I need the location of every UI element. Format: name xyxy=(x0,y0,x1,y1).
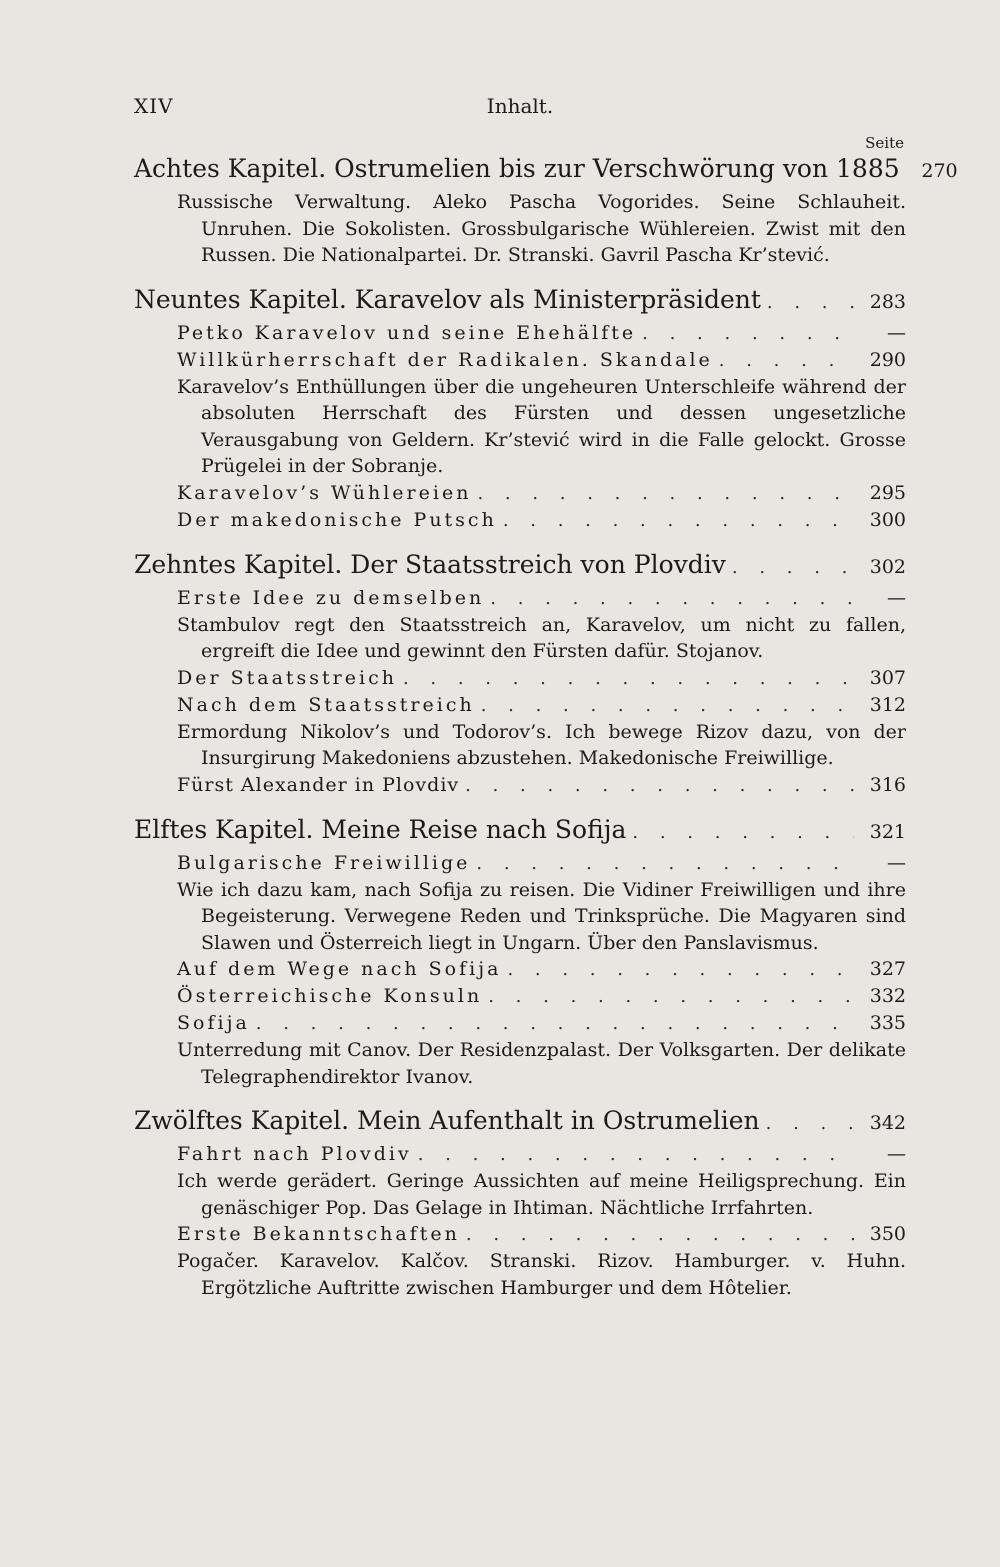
section-entry: Österreichische Konsuln . . . 332 xyxy=(134,983,906,1010)
summary-paragraph: Ich werde gerädert. Geringe Aussichten auf meine Heiligsprechung. Ein genäschiger Pop. Das Gelage in Ihtiman. Nächtliche Irrfahrten. xyxy=(177,1170,906,1219)
page-number: XIV xyxy=(134,94,174,118)
chapter-heading xyxy=(134,283,906,320)
leader-dots xyxy=(632,816,854,850)
summary-paragraph: Russische Verwaltung. Aleko Pascha Vogorides. Seine Schlauheit. Unruhen. Die Sokolisten. Grossbulgarische Wühlereien. Zwist mit den Russen. Die Nationalpartei. Dr. Stranski. Gavril Pascha Kr’stević. xyxy=(177,191,906,266)
chapter-page: 270 xyxy=(921,160,958,182)
section-entry: Nach dem Staatsstreich . . . 312 xyxy=(134,692,906,719)
chapter-title: Zwölftes Kapitel. Mein Aufenthalt in Ostrumelien xyxy=(134,1106,760,1135)
chapter-page: 302 xyxy=(869,555,906,578)
section-entry: Erste Bekanntschaften . . . 350 xyxy=(134,1221,906,1248)
chapter-page: 321 xyxy=(869,820,906,843)
summary-paragraph: Wie ich dazu kam, nach Sofija zu reisen. Die Vidiner Freiwilligen und ihre Begeisterung. Verwegene Reden und Trinksprüche. Die Magyaren sind Slawen und Österreich liegt in Ungarn. Über den Panslavismus. xyxy=(177,878,906,954)
chapter-heading xyxy=(134,548,906,585)
section-entry: Fürst Alexander in Plovdiv . . . 316 xyxy=(134,772,906,799)
chapter-title: Zehntes Kapitel. Der Staatsstreich von Plovdiv xyxy=(134,549,726,579)
section-entry: Petko Karavelov und seine Ehehälfte . . . — xyxy=(134,320,906,347)
section-entry: Der Staatsstreich . . . 307 xyxy=(134,665,906,692)
chapter-title: Achtes Kapitel. Ostrumelien bis zur Verschwörung von 1885 xyxy=(134,154,900,183)
summary-paragraph: Stambulov regt den Staatsstreich an, Karavelov, um nicht zu fallen, ergreift die Idee und gewinnt den Fürsten dafür. Stojanov. xyxy=(177,613,906,662)
table-of-contents xyxy=(134,152,958,1315)
chapter-heading xyxy=(134,1104,906,1141)
chapter-heading xyxy=(134,152,958,189)
section-entry: Karavelov’s Wühlereien . . . 295 xyxy=(134,480,906,507)
chapter-12 xyxy=(134,1104,906,1301)
chapter-10 xyxy=(134,548,906,799)
section-entry: Erste Idee zu demselben . . . — xyxy=(134,585,906,612)
chapter-8 xyxy=(134,152,958,269)
section-entry: Willkürherrschaft der Radikalen. Skandale . . . 290 xyxy=(134,347,906,374)
running-header xyxy=(134,94,906,124)
chapter-11 xyxy=(134,813,906,1091)
seite-column-label: Seite xyxy=(865,134,904,152)
chapter-heading xyxy=(134,813,906,850)
summary-paragraph: Karavelov’s Enthüllungen über die ungeheuren Unterschleife während der absoluten Herrschaft des Fürsten und dessen ungesetzliche Verausgabung von Geldern. Kr’stević wird in die Falle gelockt. Grosse Prügelei in der Sobranje. xyxy=(177,375,906,477)
summary-paragraph: Unterredung mit Canov. Der Residenzpalast. Der Volksgarten. Der delikate Telegraphendirektor Ivanov. xyxy=(177,1039,906,1088)
summary-paragraph: Ermordung Nikolov’s und Todorov’s. Ich bewege Rizov dazu, von der Insurgirung Makedoniens abzustehen. Makedonische Freiwillige. xyxy=(177,720,906,769)
section-entry: Fahrt nach Plovdiv . . . — xyxy=(134,1141,906,1168)
section-entry: Bulgarische Freiwillige . . . — xyxy=(134,850,906,877)
leader-dots xyxy=(766,1107,854,1141)
section-entry: Auf dem Wege nach Sofija . . . 327 xyxy=(134,956,906,983)
leader-dots xyxy=(767,286,854,320)
section-entry: Der makedonische Putsch . . . 300 xyxy=(134,507,906,534)
chapter-page: 283 xyxy=(869,290,906,313)
running-title: Inhalt. xyxy=(486,94,554,118)
summary-paragraph: Pogačer. Karavelov. Kalčov. Stranski. Rizov. Hamburger. v. Huhn. Ergötzliche Auftritte zwischen Hamburger und dem Hôtelier. xyxy=(177,1250,906,1299)
section-entry: Sofija . . . 335 xyxy=(134,1010,906,1037)
chapter-9 xyxy=(134,283,906,534)
chapter-page: 342 xyxy=(869,1112,906,1134)
chapter-title: Neuntes Kapitel. Karavelov als Ministerpräsident xyxy=(134,284,761,314)
leader-dots xyxy=(732,551,854,585)
chapter-title: Elftes Kapitel. Meine Reise nach Sofija xyxy=(134,814,627,844)
